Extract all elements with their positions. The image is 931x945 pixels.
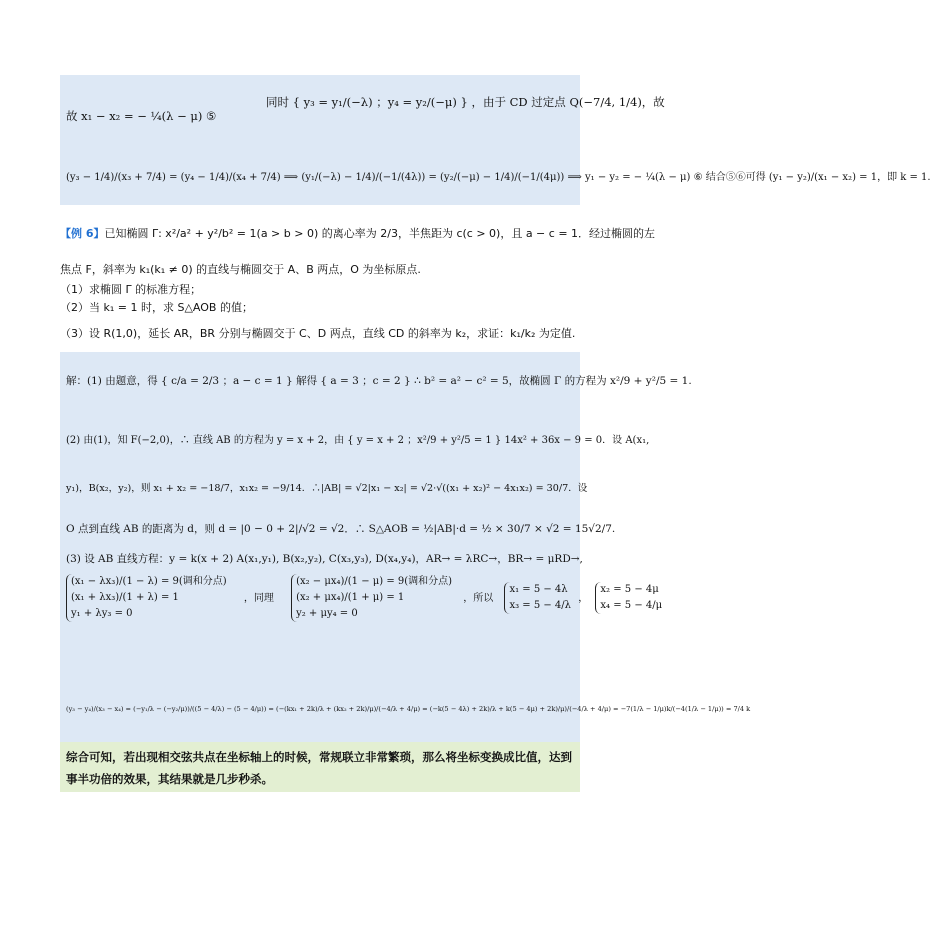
question-3: （3）设 R(1,0)，延长 AR，BR 分别与椭圆交于 C、D 两点，直线 CD 的斜率为 k₂，求证：k₁/k₂ 为定值.	[60, 327, 576, 340]
example-text-1: 已知椭圆 Γ: x²/a² + y²/b² = 1(a > b > 0) 的离心率为 2/3，半焦距为 c(c > 0)，且 a − c = 1．经过椭圆的左	[104, 227, 656, 240]
system-d-eq-1: x₂ = 5 − 4μ	[600, 584, 659, 595]
system-a-eq-1: (x₁ − λx₃)/(1 − λ) = 9(调和分点)	[71, 576, 227, 587]
summary-box	[60, 742, 580, 792]
therefore-label: ，所以	[463, 592, 494, 604]
system-c-eq-2: x₃ = 5 − 4/λ	[509, 600, 572, 611]
system-a-eq-2: (x₁ + λx₃)/(1 + λ) = 1	[71, 592, 179, 603]
solution-part-2b: y₁)，B(x₂，y₂)，则 x₁ + x₂ = −18/7，x₁x₂ = −9/14．∴|AB| = √2|x₁ − x₂| = √2·√((x₁ + x₂)² − 4x₁x₂) = 30/7．设	[66, 483, 588, 494]
q-point-text: 同时 { y₃ = y₁/(−λ) ；y₄ = y₂/(−μ) } ，由于 CD 过定点 Q(−7/4, 1/4)，故	[266, 95, 665, 109]
example-6-line-2: 焦点 F，斜率为 k₁(k₁ ≠ 0) 的直线与椭圆交于 A、B 两点，O 为坐标原点.	[60, 263, 421, 276]
system-c	[504, 582, 571, 614]
equation-5-line: 故 x₁ − x₂ = − ¼(λ − μ) ⑤	[66, 109, 217, 123]
solution-box	[60, 352, 751, 742]
q-point-line	[266, 95, 665, 109]
system-d	[595, 582, 662, 614]
system-a	[66, 574, 227, 622]
system-b-eq-2: (x₂ + μx₄)/(1 + μ) = 1	[296, 592, 405, 603]
system-a-eq-3: y₁ + λy₃ = 0	[71, 608, 133, 619]
example-tag: 【例 6】	[60, 227, 105, 240]
question-1: （1）求椭圆 Γ 的标准方程；	[60, 283, 202, 296]
example-6-line-1	[60, 227, 655, 241]
solution-part-3-setup: (3) 设 AB 直线方程：y = k(x + 2) A(x₁,y₁), B(x₂,y₂), C(x₃,y₃), D(x₄,y₄)，AR→ = λRC→，BR→ = μRD→,	[66, 553, 583, 565]
system-b-eq-1: (x₂ − μx₄)/(1 − μ) = 9(调和分点)	[296, 576, 453, 587]
question-2: （2）当 k₁ = 1 时，求 S△AOB 的值；	[60, 301, 253, 314]
system-d-eq-2: x₄ = 5 − 4/μ	[600, 600, 663, 611]
solution-part-1: 解：(1) 由题意，得 { c/a = 2/3 ；a − c = 1 } 解得 { a = 3 ；c = 2 } ∴ b² = a² − c² = 5，故椭圆 Γ 的方程为 x²/9 + y²/5 = 1.	[66, 375, 692, 387]
system-b-eq-3: y₂ + μy₄ = 0	[296, 608, 358, 619]
slope-derivation-line: (y₃ − 1/4)/(x₃ + 7/4) = (y₄ − 1/4)/(x₄ + 7/4) ⟹ (y₁/(−λ) − 1/4)/(−1/(4λ)) = (y₂/(−μ) − 1/4)/(−1/(4μ)) ⟹ y₁ − y₂ = − ¼(λ − μ) ⑥ 结合⑤⑥可得 (y₁ − y₂)/(x₁ − x₂) = 1，即 k = 1.	[66, 172, 931, 183]
similarly-label: ，同理	[243, 592, 274, 604]
system-c-eq-1: x₁ = 5 − 4λ	[509, 584, 568, 595]
solution-continuation-box	[60, 75, 931, 205]
final-slope-computation: (y₃ − y₄)/(x₃ − x₄) = (−y₁/λ − (−y₂/μ))/((5 − 4/λ) − (5 − 4/μ)) = (−(kx₁ + 2k)/λ + (kx₂ + 2k)/μ)/(−4/λ + 4/μ) = (−k(5 − 4λ) + 2k)/λ + k(5 − 4μ) + 2k)/μ)/(−4/λ + 4/μ) = −7(1/λ − 1/μ)k/(−4(1/λ − 1/μ)) = 7/4 k	[66, 705, 751, 713]
solution-part-2c: O 点到直线 AB 的距离为 d，则 d = |0 − 0 + 2|/√2 = √2．∴ S△AOB = ½|AB|·d = ½ × 30/7 × √2 = 15√2/7.	[66, 523, 616, 535]
solution-part-2a: (2) 由(1)，知 F(−2,0)，∴ 直线 AB 的方程为 y = x + 2，由 { y = x + 2 ；x²/9 + y²/5 = 1 } 14x² + 36x − 9 = 0．设 A(x₁,	[66, 435, 650, 446]
harmonic-systems-row: (x₁ − λx₃)/(1 − λ) = 9(调和分点) (x₁ + λx₃)/(1 + λ) = 1 y₁ + λy₃ = 0 ，同理 (x₂ − μx₄)/(1 − μ) = 9(调和分点) (x₂ + μx₄)/(1 + μ) = 1 y₂ + μy₄ = 0 ，所以 x₁ = 5 − 4λ x₃ = 5 − 4/λ ， x₂ = 5 − 4μ x₄ = 5 − 4/μ	[66, 574, 662, 622]
system-b	[291, 574, 452, 622]
summary-text: 综合可知，若出现相交弦共点在坐标轴上的时候，常规联立非常繁琐，那么将坐标变换成比值，达到事半功倍的效果，其结果就是几步秒杀。	[66, 750, 572, 786]
